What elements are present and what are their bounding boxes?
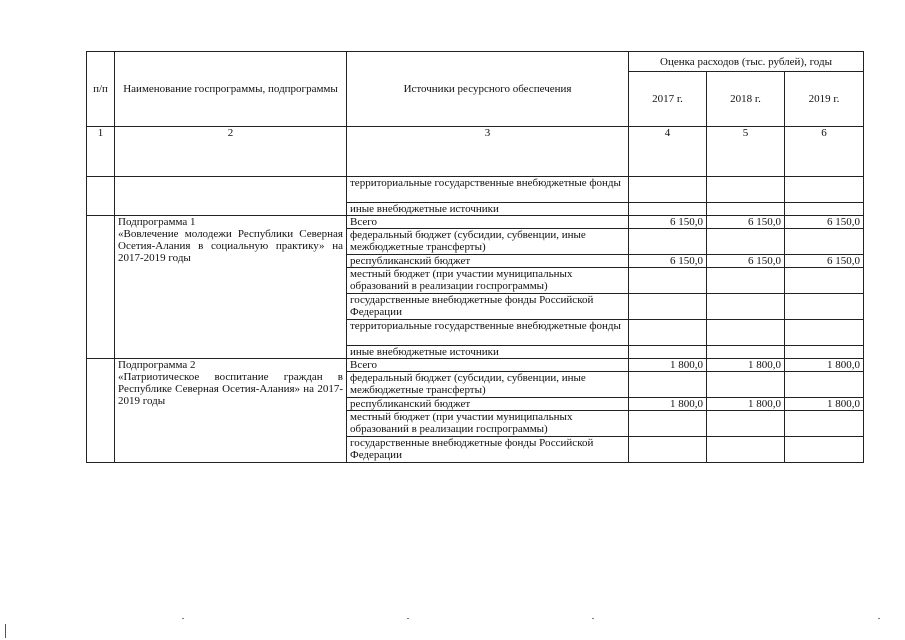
source-cell: иные внебюджетные источники	[347, 346, 629, 359]
scan-speck	[182, 618, 184, 619]
subprogram-name: «Вовлечение молодежи Республики Северная Осетия-Алания в социальную практику» на 2017-2019 годы	[118, 228, 343, 264]
column-number: 3	[347, 127, 629, 177]
header-num: п/п	[87, 52, 115, 127]
value-cell	[707, 177, 785, 203]
num-cell	[87, 177, 115, 216]
source-cell: местный бюджет (при участии муниципальных образований в реализации госпрограммы)	[347, 268, 629, 294]
value-cell: 1 800,0	[629, 398, 707, 411]
value-cell	[785, 437, 864, 463]
value-cell: 1 800,0	[629, 359, 707, 372]
value-cell	[629, 437, 707, 463]
source-cell: федеральный бюджет (субсидии, субвенции, иные межбюджетные трансферты)	[347, 229, 629, 255]
value-cell	[629, 229, 707, 255]
value-cell: 6 150,0	[707, 216, 785, 229]
value-cell: 6 150,0	[785, 255, 864, 268]
subprogram-name: «Патриотическое воспитание граждан в Республике Северная Осетия-Алания» на 2017-2019 годы	[118, 371, 343, 407]
value-cell	[629, 372, 707, 398]
source-cell: Всего	[347, 216, 629, 229]
value-cell	[629, 294, 707, 320]
source-cell: иные внебюджетные источники	[347, 203, 629, 216]
value-cell	[707, 346, 785, 359]
value-cell	[707, 411, 785, 437]
column-number: 6	[785, 127, 864, 177]
value-cell	[629, 268, 707, 294]
table-row	[87, 359, 864, 372]
value-cell	[707, 437, 785, 463]
header-program-name: Наименование госпрограммы, подпрограммы	[115, 52, 347, 127]
value-cell	[785, 203, 864, 216]
source-cell: республиканский бюджет	[347, 255, 629, 268]
source-cell: территориальные государственные внебюджетные фонды	[347, 177, 629, 203]
subprogram-1-cell	[115, 216, 347, 359]
value-cell	[785, 411, 864, 437]
scan-speck	[592, 618, 594, 619]
value-cell	[629, 411, 707, 437]
value-cell	[785, 268, 864, 294]
column-number: 1	[87, 127, 115, 177]
value-cell	[707, 229, 785, 255]
resource-table	[86, 51, 864, 463]
header-source: Источники ресурсного обеспечения	[347, 52, 629, 127]
value-cell	[785, 229, 864, 255]
value-cell: 6 150,0	[629, 216, 707, 229]
value-cell: 1 800,0	[707, 398, 785, 411]
source-cell: местный бюджет (при участии муниципальных образований в реализации госпрограммы)	[347, 411, 629, 437]
value-cell	[785, 346, 864, 359]
column-number: 4	[629, 127, 707, 177]
value-cell: 1 800,0	[785, 359, 864, 372]
header-year-2018: 2018 г.	[707, 72, 785, 127]
value-cell: 6 150,0	[629, 255, 707, 268]
source-cell: федеральный бюджет (субсидии, субвенции, иные межбюджетные трансферты)	[347, 372, 629, 398]
value-cell	[629, 320, 707, 346]
value-cell	[707, 268, 785, 294]
source-cell: Всего	[347, 359, 629, 372]
source-cell: государственные внебюджетные фонды Российской Федерации	[347, 294, 629, 320]
value-cell: 6 150,0	[785, 216, 864, 229]
num-cell	[87, 216, 115, 359]
value-cell	[629, 346, 707, 359]
value-cell	[629, 177, 707, 203]
subprogram-title: Подпрограмма 2	[118, 359, 196, 371]
table-row	[87, 216, 864, 229]
value-cell	[707, 320, 785, 346]
column-number: 5	[707, 127, 785, 177]
value-cell	[785, 177, 864, 203]
value-cell	[785, 320, 864, 346]
scan-speck	[878, 618, 880, 619]
value-cell: 1 800,0	[707, 359, 785, 372]
subprogram-title: Подпрограмма 1	[118, 216, 196, 228]
source-cell: территориальные государственные внебюджетные фонды	[347, 320, 629, 346]
scan-speck	[407, 618, 409, 619]
value-cell: 6 150,0	[707, 255, 785, 268]
value-cell	[785, 372, 864, 398]
column-number: 2	[115, 127, 347, 177]
value-cell	[707, 294, 785, 320]
header-year-2017: 2017 г.	[629, 72, 707, 127]
value-cell	[707, 372, 785, 398]
subprogram-2-cell	[115, 359, 347, 463]
source-cell: государственные внебюджетные фонды Российской Федерации	[347, 437, 629, 463]
value-cell	[785, 294, 864, 320]
program-cell	[115, 177, 347, 216]
table-row	[87, 177, 864, 203]
num-cell	[87, 359, 115, 463]
value-cell	[707, 203, 785, 216]
value-cell: 1 800,0	[785, 398, 864, 411]
value-cell	[629, 203, 707, 216]
header-estimate: Оценка расходов (тыс. рублей), годы	[629, 52, 864, 72]
header-year-2019: 2019 г.	[785, 72, 864, 127]
scan-edge-mark	[5, 624, 6, 638]
source-cell: республиканский бюджет	[347, 398, 629, 411]
